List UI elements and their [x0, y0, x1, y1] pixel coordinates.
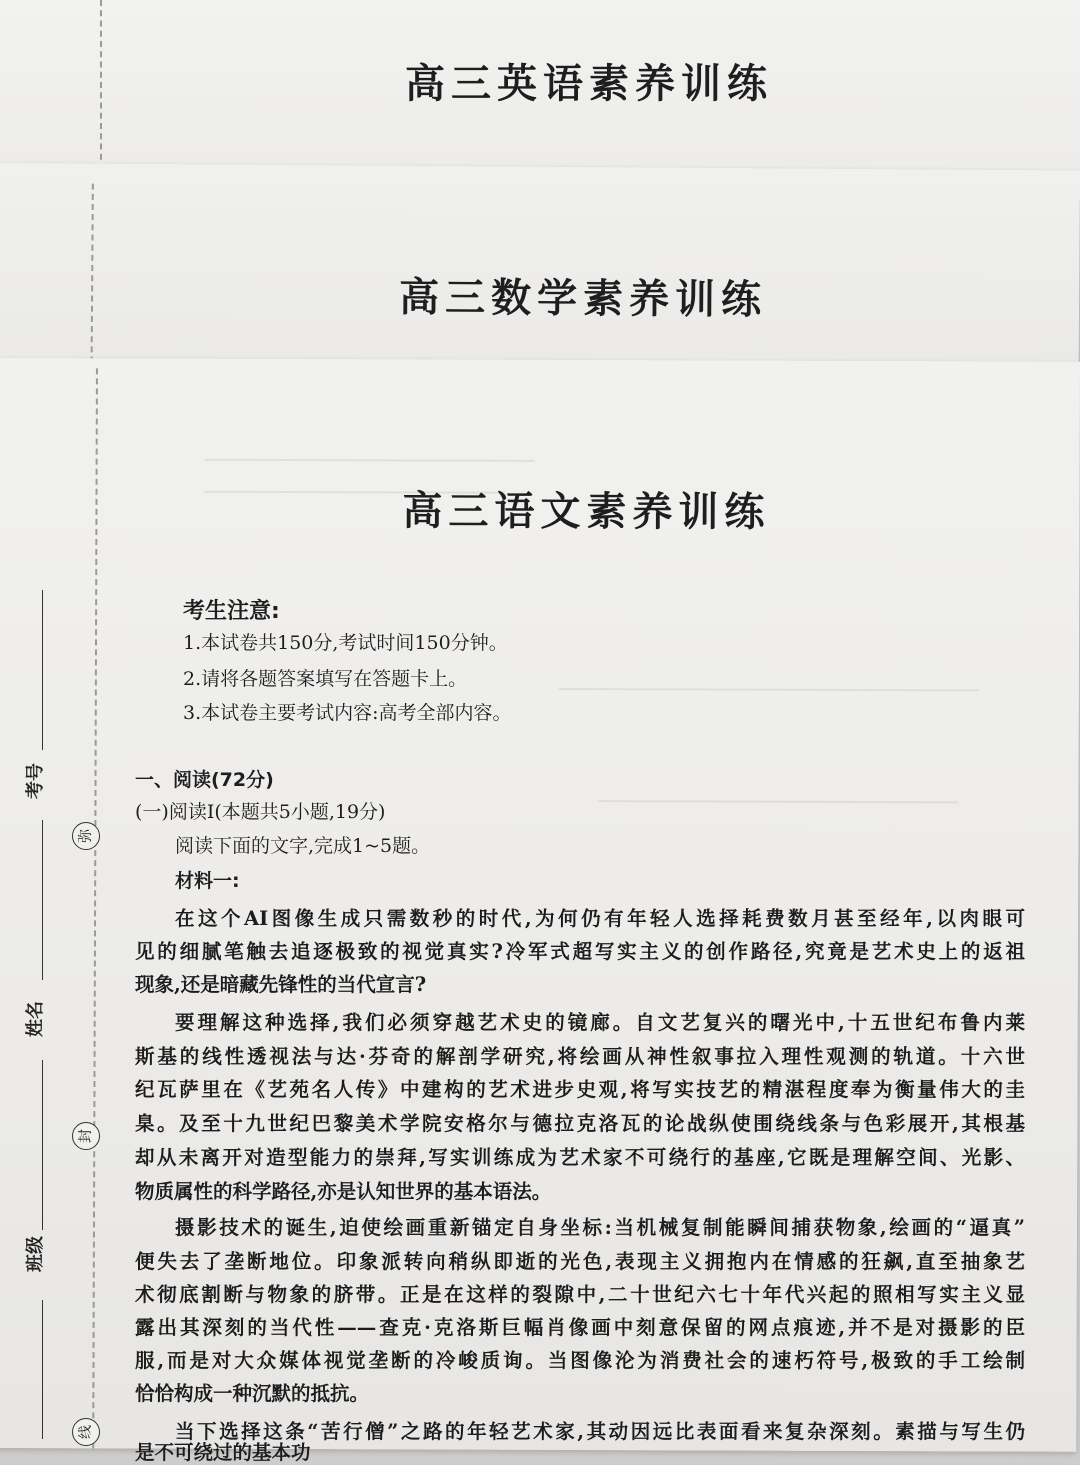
- passage-line: 当下选择这条“苦行僧”之路的年轻艺术家,其动因远比表面看来复杂深刻。素描与写生仍: [175, 1420, 1025, 1443]
- material-label: 材料一:: [175, 870, 240, 892]
- reading-instruction: 阅读下面的文字,完成1~5题。: [175, 835, 431, 857]
- name-line: [42, 820, 43, 980]
- notice-item-2: 2.请将各题答案填写在答题卡上。: [183, 668, 468, 690]
- passage-line: 露出其深刻的当代性——查克·克洛斯巨幅肖像画中刻意保留的网点痕迹,并不是对摄影的臣: [135, 1316, 1025, 1339]
- passage-line: 见的细腻笔触去追逐极致的视觉真实?冷军式超写实主义的创作路径,究竟是艺术史上的返祖: [135, 940, 1025, 963]
- math-exam-title: 高三数学素养训练: [398, 274, 768, 324]
- passage-line: 术彻底割断与物象的脐带。正是在这样的裂隙中,二十世纪六七十年代兴起的照相写实主义显: [135, 1283, 1025, 1306]
- show-through-line: [598, 800, 958, 803]
- passage-line: 摄影技术的诞生,迫使绘画重新锚定自身坐标:当机械复制能瞬间捕获物象,绘画的“逼真”: [175, 1216, 1025, 1239]
- exam-no-line: [42, 590, 43, 750]
- passage-line: 是不可绕过的基本功: [135, 1441, 311, 1464]
- binding-dashed-line: [92, 368, 98, 1448]
- notice-item-1: 1.本试卷共150分,考试时间150分钟。: [183, 632, 508, 654]
- seal-mark-feng: 封: [72, 1122, 100, 1150]
- passage-line: 臬。及至十九世纪巴黎美术学院安格尔与德拉克洛瓦的论战纵使围绕线条与色彩展开,其根基: [135, 1112, 1025, 1135]
- passage-line: 要理解这种选择,我们必须穿越艺术史的镜廊。自文艺复兴的曙光中,十五世纪布鲁内莱: [175, 1011, 1025, 1034]
- show-through-line: [559, 688, 979, 691]
- binding-dashed-line: [100, 0, 102, 170]
- passage-line: 恰恰构成一种沉默的抵抗。: [135, 1382, 370, 1405]
- passage-line: 斯基的线性透视法与达·芬奇的解剖学研究,将绘画从神性叙事拉入理性观测的轨道。十六世: [135, 1045, 1025, 1068]
- seal-mark-xian: 线: [72, 1418, 100, 1446]
- passage-line: 便失去了垄断地位。印象派转向稍纵即逝的光色,表现主义拥抱内在情感的狂飙,直至抽象艺: [135, 1250, 1025, 1273]
- passage-line: 却从未离开对造型能力的崇拜,写实训练成为艺术家不可绕行的基座,它既是理解空间、光影、: [135, 1146, 1025, 1169]
- class-label: 班级: [25, 1236, 46, 1272]
- class-line: [42, 1060, 43, 1230]
- seal-mark-mi: 弥: [72, 822, 100, 850]
- class-line-lower: [42, 1300, 43, 1439]
- passage-line: 服,而是对大众媒体视觉垄断的冷峻质询。当图像沦为消费社会的速朽符号,极致的手工绘制: [135, 1349, 1025, 1372]
- passage-line: 在这个AI图像生成只需数秒的时代,为何仍有年轻人选择耗费数月甚至经年,以肉眼可: [175, 907, 1025, 930]
- passage-line: 纪瓦萨里在《艺苑名人传》中建构的艺术进步史观,将写实技艺的精湛程度奉为衡量伟大的圭: [135, 1078, 1025, 1101]
- passage-line: 现象,还是暗藏先锋性的当代宣言?: [135, 973, 427, 996]
- notice-item-3: 3.本试卷主要考试内容:高考全部内容。: [183, 702, 512, 724]
- sub-section-heading: (一)阅读Ⅰ(本题共5小题,19分): [135, 801, 386, 823]
- section-heading: 一、阅读(72分): [135, 769, 274, 791]
- name-label: 姓名: [25, 1001, 46, 1037]
- passage-line: 物质属性的科学路径,亦是认知世界的基本语法。: [135, 1180, 552, 1203]
- notice-title: 考生注意:: [183, 599, 280, 624]
- exam-no-label: 考号: [25, 763, 46, 799]
- chinese-exam-title: 高三语文素养训练: [402, 488, 771, 536]
- show-through-line: [205, 459, 535, 462]
- english-exam-title: 高三英语素养训练: [405, 61, 773, 107]
